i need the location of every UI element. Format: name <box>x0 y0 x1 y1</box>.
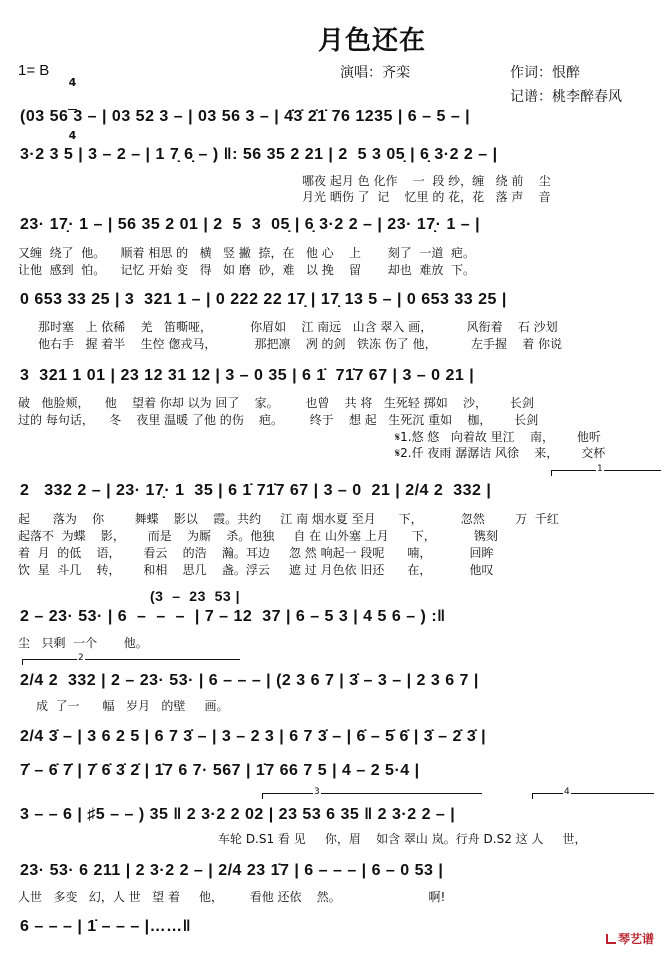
score-system-13-notes: 6 – – – | 1̇ – – – |……‖ <box>20 918 192 935</box>
lyric-line: 又缠 绕了 他。 顺着 相思 的 横 竖 撇 捺，在 他 心 上 刻了 一道 疤。 <box>18 246 475 260</box>
singer-credit: 演唱：齐栾 <box>340 65 410 81</box>
lyric-line: 起 落为 你 舞蝶 影以 霞。共约 江 南 烟水夏 至月 下， 忽然 万 千红 <box>18 512 559 526</box>
score-system-4-notes: 0 653 33 25 | 3 321 1 – | 0 222 22 17̣ | 17̣ 13 5 – | 0 653 33 25 | <box>20 291 507 308</box>
score-system-6-notes: 2 332 2 – | 23· 17̣· 1 35 | 6 1̇ 71̇7 67 | 3 – 0 21 | 2/4 2 332 | <box>20 482 492 499</box>
score-system-10-notes: 7̇ – 6̇ 7̇ | 7̇ 6̇ 3̇ 2̇ | 1̇7 6 7· 567 | 1̇7 66 7 5 | 4 – 2 5·4 | <box>20 762 420 779</box>
lyric-line: 尘 只剩 一个 他。 <box>18 636 148 650</box>
score-system-3-notes: 23· 17̣· 1 – | 56 35 2 01 | 2 5 3 05̣ | 6̣ 3·2 2 – | 23· 17̣· 1 – | <box>20 216 481 233</box>
time-signature <box>68 58 77 151</box>
lyric-line: 车轮 D.S1 看 见 你，眉 如含 翠山 岚。行舟 D.S2 这 人 世， <box>218 832 587 846</box>
logo-icon <box>606 934 616 944</box>
time-signature-top: 4 <box>68 76 77 89</box>
watermark-text: 琴艺谱 <box>618 932 655 946</box>
score-system-2-notes: 3·2 3 5 | 3 – 2 – | 1 7̣ 6̣ – ) ‖: 56 35 2 21 | 2 5 3 05̣ | 6̣ 3·2 2 – | <box>20 146 498 163</box>
watermark-logo <box>606 930 654 947</box>
transcriber-credit: 记谱：桃李醉春风 <box>510 89 622 105</box>
lyric-line: 让他 感到 怕。 记忆 开始 变 得 如 磨 砂，难 以 挽 留 却也 难放 下。 <box>18 263 475 277</box>
lyric-line: 饮 星 斗几 转， 和相 思几 盏。浮云 遮 过 月色依 旧还 在， 他叹 <box>18 563 494 577</box>
lyricist-credit: 作词：恨醉 <box>510 65 580 81</box>
score-system-1-notes: (03 56 3 – | 03 52 3 – | 03 56 3 – | 4̇3̇ 2̇1̇ 76 1235 | 6 – 5 – | <box>20 108 471 125</box>
lyric-line: 过的 每句话， 冬 夜里 温暖 了他 的伤 疤。 终于 想 起 生死沉 重如 枷， 长剑 <box>18 413 539 427</box>
volta-bracket-1: 1 <box>551 470 661 476</box>
lyric-line: 人世 多变 幻，人 世 望 着 他， 看他 还依 然。 啊! <box>18 890 446 904</box>
lyric-line-segno-2: 𝄋2.仟 夜雨 潺潺诘 风徐 来， 交杯 <box>395 446 606 460</box>
lyric-line: 他右手 握 着半 生倥 偬戎马， 那把凛 冽 的剑 铁冻 伤了 他， 左手握 着 你说 <box>38 337 563 351</box>
score-system-12-notes: 23· 53· 6 211 | 2 3·2 2 – | 2/4 23 1̇7 | 6 – – – | 6 – 0 53 | <box>20 862 444 879</box>
score-system-11-notes: 3 – – 6 | ♯5 – – ) 35 ‖ 2 3·2 2 02 | 23 53 6 35 ‖ 2 3·2 2 – | <box>20 806 456 823</box>
song-title: 月色还在 <box>318 26 427 56</box>
lyric-line-segno-1: 𝄋1.悠 悠 向着故 里江 南， 他听 <box>395 430 601 444</box>
volta-bracket-3: 3 <box>262 793 482 799</box>
score-system-7-upper-notes: (3 – 23 53 | <box>150 588 241 604</box>
key-signature: 1= B <box>18 62 50 79</box>
score-system-8-notes: 2/4 2 332 | 2 – 23· 53· | 6 – – – | (2 3 6 7 | 3̇ – 3 – | 2 3 6 7 | <box>20 672 479 689</box>
volta-bracket-4: 4 <box>532 793 654 799</box>
score-system-5-notes: 3 321 1 01 | 23 12 31 12 | 3 – 0 35 | 6 1̇ 71̇7 67 | 3 – 0 21 | <box>20 367 475 384</box>
lyric-line: 那时塞 上 依稀 羌 笛嘶哑， 你眉如 江 南远 山含 翠入 画， 风衔着 石 沙划 <box>38 320 558 334</box>
score-system-7-notes: 2 – 23· 53· | 6 – – – | 7 – 12 37 | 6 – 5 3 | 4 5 6 – ) :‖ <box>20 608 446 625</box>
lyric-line: 起落不 为蝶 影， 而是 为厮 杀。他独 自 在 山外塞 上月 下， 镌刻 <box>18 529 498 543</box>
lyric-line: 破 他脸颊， 他 望着 你却 以为 回了 家。 也曾 共 将 生死轻 掷如 沙， 长剑 <box>18 396 534 410</box>
lyric-line: 哪夜 起月 色 化作 一 段 纱，缠 绕 前 尘 <box>302 174 551 188</box>
time-signature-bottom: 4 <box>68 129 77 142</box>
lyric-line: 成 了一 幅 岁月 的壁 画。 <box>36 699 229 713</box>
lyric-line: 着 月 的低 语， 看云 的浩 瀚。耳边 忽 然 响起一 段呢 喃， 回眸 <box>18 546 494 560</box>
volta-bracket-2: 2 <box>22 659 240 665</box>
lyric-line: 月光 晒伤 了 记 忆里 的 花，花 落 声 音 <box>302 190 551 204</box>
score-system-9-notes: 2/4 3̇ – | 3 6 2 5 | 6 7 3̇ – | 3 – 2 3 | 6 7 3̇ – | 6̇ – 5̇ 6̇ | 3̇ – 2̇ 3̇ | <box>20 728 487 745</box>
